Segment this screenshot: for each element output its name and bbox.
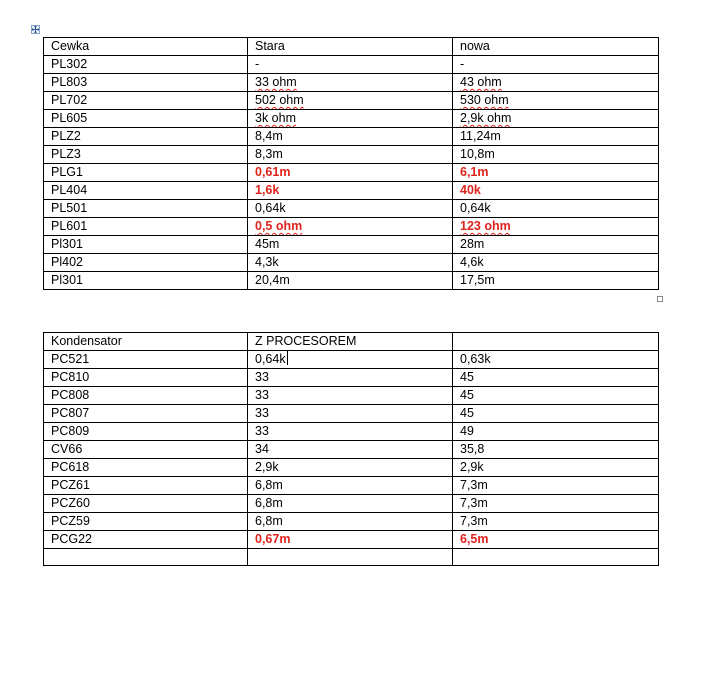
cell-text: 2,9k ohm [460, 111, 512, 125]
table-cell[interactable]: 4,3k [248, 254, 453, 272]
cell-text: 43 ohm [460, 75, 502, 89]
table-cell[interactable]: 33 [248, 405, 453, 423]
table-cell[interactable]: 28m [453, 236, 659, 254]
table-row [44, 110, 659, 128]
table-cell[interactable]: - [453, 56, 659, 74]
table-row [44, 164, 659, 182]
cell-text: 502 ohm [255, 93, 304, 107]
table-move-handle-icon[interactable] [31, 25, 40, 34]
table-row [44, 369, 659, 387]
cell-text: 0,64k [255, 352, 286, 366]
table-row [44, 56, 659, 74]
table-cell[interactable]: 35,8 [453, 441, 659, 459]
table-cell[interactable]: 8,4m [248, 128, 453, 146]
table-cell[interactable]: 6,8m [248, 513, 453, 531]
table-cell[interactable] [453, 333, 659, 351]
table-cell[interactable]: CV66 [44, 441, 248, 459]
table-row [44, 459, 659, 477]
table-cell[interactable]: 8,3m [248, 146, 453, 164]
table-row [44, 92, 659, 110]
cell-text: 0,5 ohm [255, 219, 303, 233]
table-cell[interactable] [453, 110, 659, 128]
table-cell-highlight[interactable]: 1,6k [248, 182, 453, 200]
table-row [44, 405, 659, 423]
table-cell[interactable]: 0,63k [453, 351, 659, 369]
table-row [44, 387, 659, 405]
table-cell[interactable]: 2,9k [453, 459, 659, 477]
table-row [44, 200, 659, 218]
table-cell[interactable]: PLZ2 [44, 128, 248, 146]
table-cell-highlight[interactable]: 0,67m [248, 531, 453, 549]
table-cell[interactable] [453, 549, 659, 566]
table-cell[interactable]: PL702 [44, 92, 248, 110]
table-cell[interactable]: nowa [453, 38, 659, 56]
table-cell[interactable]: 7,3m [453, 477, 659, 495]
table-cell[interactable]: - [248, 56, 453, 74]
table-header-row [44, 333, 659, 351]
table-cell[interactable]: PCZ60 [44, 495, 248, 513]
table-cell[interactable]: 45 [453, 405, 659, 423]
table-cell[interactable]: 45 [453, 387, 659, 405]
table-cell[interactable] [248, 110, 453, 128]
table-cell-highlight[interactable]: 40k [453, 182, 659, 200]
table-cell-highlight[interactable] [248, 218, 453, 236]
table-header-row [44, 38, 659, 56]
table-cell-highlight[interactable]: 6,1m [453, 164, 659, 182]
table-cell[interactable]: Cewka [44, 38, 248, 56]
table-cell[interactable]: Stara [248, 38, 453, 56]
table-row [44, 236, 659, 254]
table-cell[interactable]: PL302 [44, 56, 248, 74]
table-row [44, 74, 659, 92]
table-row [44, 531, 659, 549]
table-cell[interactable] [453, 74, 659, 92]
table-cell[interactable] [248, 74, 453, 92]
table-cell[interactable] [453, 92, 659, 110]
table-cell[interactable]: PCG22 [44, 531, 248, 549]
table-cell[interactable]: 6,8m [248, 495, 453, 513]
cell-text: 530 ohm [460, 93, 509, 107]
table-cell[interactable]: 49 [453, 423, 659, 441]
table-cell[interactable]: Z PROCESOREM [248, 333, 453, 351]
table-cell[interactable]: PL803 [44, 74, 248, 92]
table-row [44, 351, 659, 369]
table-cell[interactable]: PL601 [44, 218, 248, 236]
table-cell[interactable]: PLZ3 [44, 146, 248, 164]
table-cell[interactable]: PC807 [44, 405, 248, 423]
table-cell-highlight[interactable]: 6,5m [453, 531, 659, 549]
table-row [44, 254, 659, 272]
table-cell-highlight[interactable] [453, 218, 659, 236]
table-cell[interactable]: 4,6k [453, 254, 659, 272]
table-cell[interactable]: PL501 [44, 200, 248, 218]
table-cell-active[interactable] [248, 351, 453, 369]
table-cell[interactable]: PL605 [44, 110, 248, 128]
table-cell[interactable]: PCZ59 [44, 513, 248, 531]
table-cell[interactable]: Pl301 [44, 272, 248, 290]
table-row [44, 441, 659, 459]
table-row [44, 423, 659, 441]
coil-table [43, 37, 659, 290]
table-row [44, 182, 659, 200]
table-cell[interactable]: 7,3m [453, 495, 659, 513]
table-cell[interactable]: 11,24m [453, 128, 659, 146]
table-cell[interactable]: PC810 [44, 369, 248, 387]
table-cell[interactable]: Pl301 [44, 236, 248, 254]
table-cell[interactable] [248, 549, 453, 566]
cell-text: 123 ohm [460, 219, 511, 233]
text-cursor [287, 351, 288, 365]
cell-text: 3k ohm [255, 111, 296, 125]
table-row [44, 128, 659, 146]
table-cell[interactable]: 33 [248, 369, 453, 387]
table-row [44, 495, 659, 513]
table-cell[interactable]: PLG1 [44, 164, 248, 182]
table-row [44, 272, 659, 290]
table-cell[interactable] [248, 92, 453, 110]
table-cell-highlight[interactable]: 0,61m [248, 164, 453, 182]
table-row [44, 477, 659, 495]
table-cell[interactable]: 20,4m [248, 272, 453, 290]
table-row [44, 513, 659, 531]
cell-text: 33 ohm [255, 75, 297, 89]
table-cell[interactable]: PC618 [44, 459, 248, 477]
table-row [44, 146, 659, 164]
table-cell[interactable]: PL404 [44, 182, 248, 200]
table-cell[interactable]: 33 [248, 423, 453, 441]
table-cell[interactable]: 10,8m [453, 146, 659, 164]
table-cell[interactable]: 45m [248, 236, 453, 254]
table-resize-handle-icon[interactable] [657, 296, 663, 302]
table-cell[interactable]: Pl402 [44, 254, 248, 272]
table-cell[interactable]: Kondensator [44, 333, 248, 351]
capacitor-table [43, 332, 659, 566]
table-cell[interactable]: 0,64k [248, 200, 453, 218]
table-cell[interactable]: PC809 [44, 423, 248, 441]
table-cell[interactable]: 2,9k [248, 459, 453, 477]
table-cell[interactable]: 34 [248, 441, 453, 459]
table-cell[interactable]: 0,64k [453, 200, 659, 218]
table-cell[interactable]: PC521 [44, 351, 248, 369]
table-row-empty [44, 549, 659, 566]
table-cell[interactable]: PCZ61 [44, 477, 248, 495]
table-cell[interactable]: 6,8m [248, 477, 453, 495]
table-cell[interactable]: PC808 [44, 387, 248, 405]
table-cell[interactable]: 33 [248, 387, 453, 405]
table-cell[interactable]: 45 [453, 369, 659, 387]
table-cell[interactable] [44, 549, 248, 566]
table-cell[interactable]: 17,5m [453, 272, 659, 290]
table-cell[interactable]: 7,3m [453, 513, 659, 531]
table-row [44, 218, 659, 236]
